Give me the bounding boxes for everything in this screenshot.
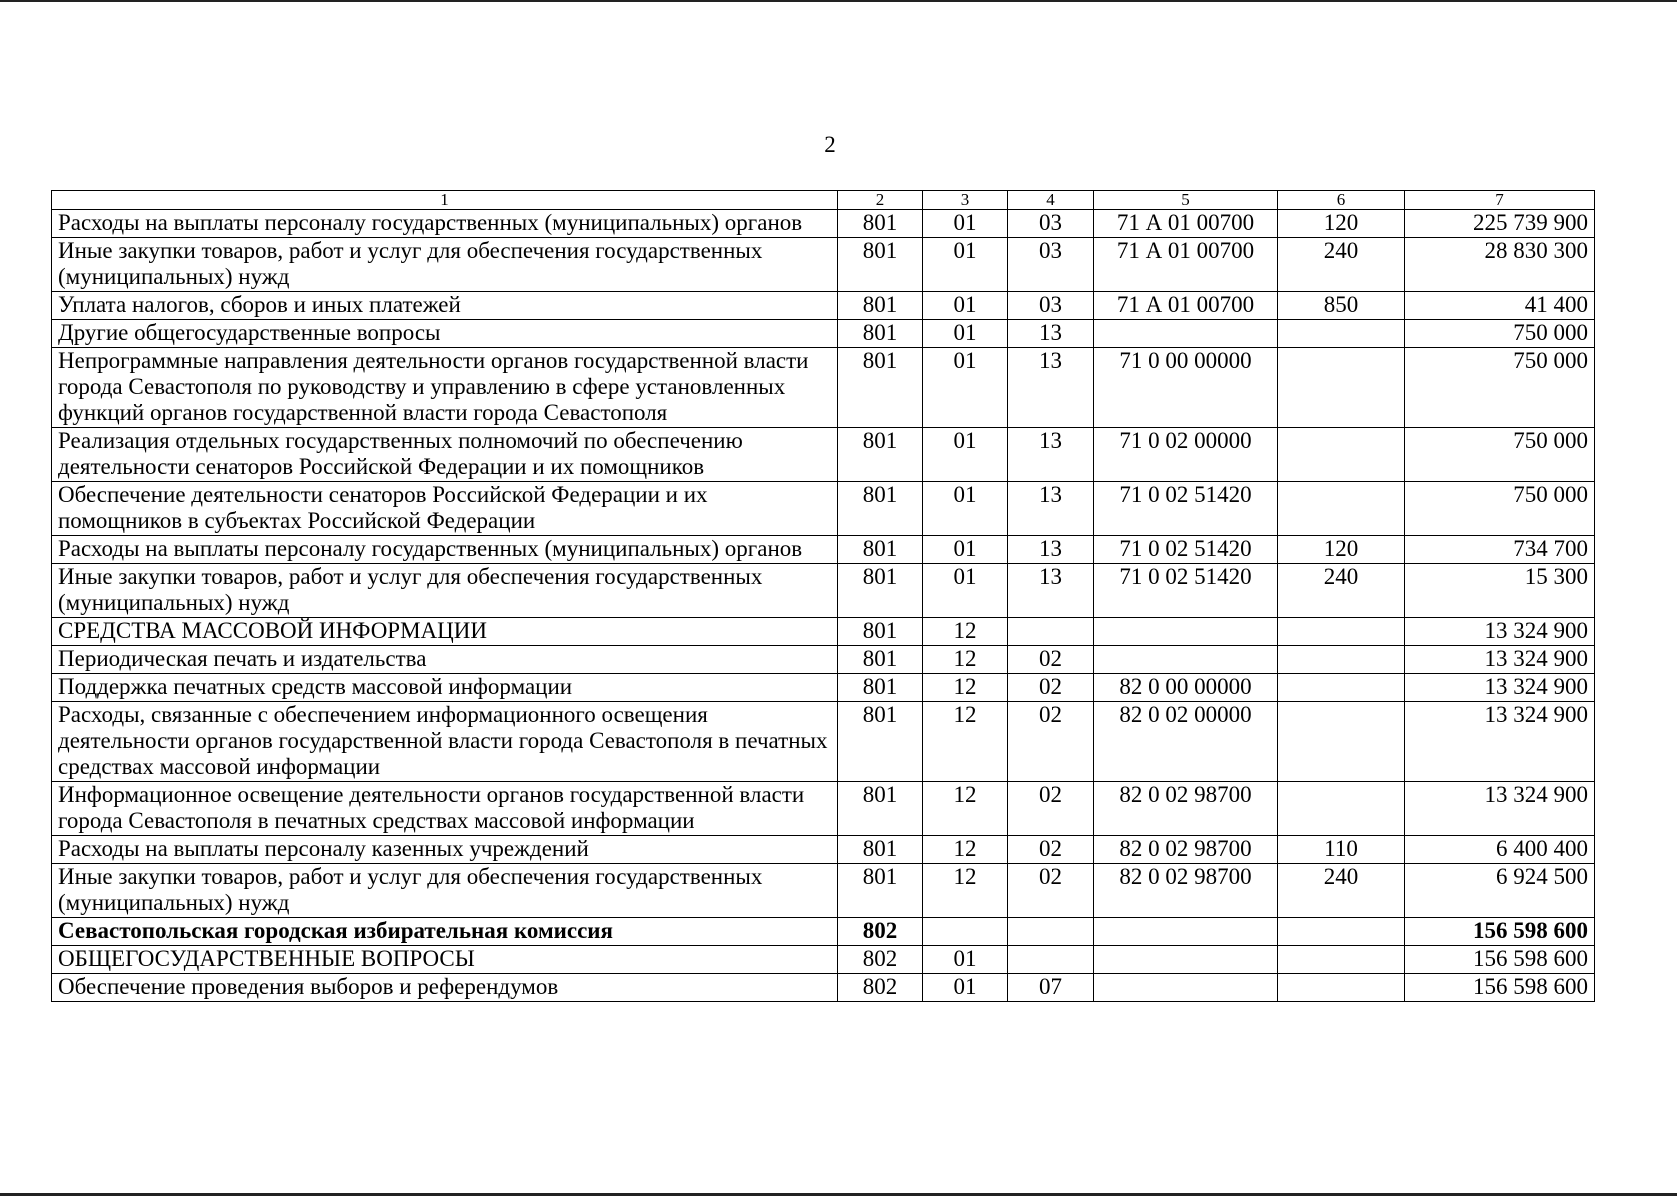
table-row: [52, 428, 1595, 482]
table-body: [52, 210, 1595, 1002]
row-section-code-cell: 01: [923, 428, 1008, 482]
header-col-6: 6: [1278, 191, 1405, 210]
row-subsection-code-cell: 07: [1008, 974, 1094, 1002]
row-amount-cell: 225 739 900: [1405, 210, 1595, 238]
row-section-code-cell: 12: [923, 646, 1008, 674]
row-expense-type-cell: 850: [1278, 292, 1405, 320]
row-target-article-cell: 82 0 02 98700: [1094, 836, 1278, 864]
row-name-cell: ОБЩЕГОСУДАРСТВЕННЫЕ ВОПРОСЫ: [52, 946, 838, 974]
page-number: 2: [824, 132, 836, 157]
row-section-code-cell: 01: [923, 536, 1008, 564]
row-target-article-cell: [1094, 974, 1278, 1002]
row-amount-cell: 28 830 300: [1405, 238, 1595, 292]
row-name-cell: Уплата налогов, сборов и иных платежей: [52, 292, 838, 320]
row-target-article-cell: 71 0 02 00000: [1094, 428, 1278, 482]
row-name-cell: Расходы на выплаты персоналу государственных (муниципальных) органов: [52, 210, 838, 238]
row-section-code-cell: 12: [923, 864, 1008, 918]
row-amount-cell: 156 598 600: [1405, 974, 1595, 1002]
bottom-border-line: [0, 1193, 1677, 1196]
row-expense-type-cell: 120: [1278, 210, 1405, 238]
row-department-code-cell: 802: [838, 918, 923, 946]
table-row: [52, 348, 1595, 428]
row-amount-cell: 13 324 900: [1405, 674, 1595, 702]
row-name-cell: СРЕДСТВА МАССОВОЙ ИНФОРМАЦИИ: [52, 618, 838, 646]
row-department-code-cell: 801: [838, 782, 923, 836]
row-expense-type-cell: [1278, 702, 1405, 782]
row-expense-type-cell: 240: [1278, 238, 1405, 292]
row-target-article-cell: 82 0 00 00000: [1094, 674, 1278, 702]
row-target-article-cell: 71 0 02 51420: [1094, 536, 1278, 564]
row-target-article-cell: 71 0 02 51420: [1094, 564, 1278, 618]
row-department-code-cell: 801: [838, 320, 923, 348]
row-expense-type-cell: 110: [1278, 836, 1405, 864]
row-expense-type-cell: [1278, 482, 1405, 536]
row-target-article-cell: [1094, 618, 1278, 646]
row-target-article-cell: [1094, 946, 1278, 974]
row-expense-type-cell: [1278, 348, 1405, 428]
table-row: [52, 674, 1595, 702]
row-target-article-cell: 71 0 00 00000: [1094, 348, 1278, 428]
table-row: [52, 292, 1595, 320]
table-row: [52, 618, 1595, 646]
table-row: [52, 946, 1595, 974]
row-amount-cell: 734 700: [1405, 536, 1595, 564]
row-name-cell: Обеспечение проведения выборов и референдумов: [52, 974, 838, 1002]
row-subsection-code-cell: [1008, 618, 1094, 646]
row-amount-cell: 13 324 900: [1405, 702, 1595, 782]
row-subsection-code-cell: 02: [1008, 836, 1094, 864]
row-section-code-cell: 01: [923, 564, 1008, 618]
row-name-cell: Севастопольская городская избирательная комиссия: [52, 918, 838, 946]
table-row: [52, 482, 1595, 536]
row-name-cell: Иные закупки товаров, работ и услуг для обеспечения государственных (муниципальных) нужд: [52, 564, 838, 618]
row-name-cell: Другие общегосударственные вопросы: [52, 320, 838, 348]
row-target-article-cell: [1094, 918, 1278, 946]
row-subsection-code-cell: 13: [1008, 348, 1094, 428]
row-amount-cell: 6 924 500: [1405, 864, 1595, 918]
row-target-article-cell: [1094, 320, 1278, 348]
row-subsection-code-cell: 03: [1008, 210, 1094, 238]
table-row: [52, 864, 1595, 918]
table-row: [52, 646, 1595, 674]
table-row: [52, 536, 1595, 564]
header-col-3: 3: [923, 191, 1008, 210]
row-subsection-code-cell: 02: [1008, 674, 1094, 702]
header-col-1: 1: [52, 191, 838, 210]
table-row: [52, 974, 1595, 1002]
row-amount-cell: 156 598 600: [1405, 946, 1595, 974]
row-target-article-cell: [1094, 646, 1278, 674]
row-subsection-code-cell: 13: [1008, 564, 1094, 618]
row-subsection-code-cell: 02: [1008, 702, 1094, 782]
row-target-article-cell: 82 0 02 98700: [1094, 864, 1278, 918]
row-section-code-cell: 12: [923, 618, 1008, 646]
row-subsection-code-cell: 13: [1008, 482, 1094, 536]
row-subsection-code-cell: 02: [1008, 646, 1094, 674]
row-name-cell: Информационное освещение деятельности органов государственной власти города Севастополя в печатных средствах массовой информации: [52, 782, 838, 836]
row-amount-cell: 156 598 600: [1405, 918, 1595, 946]
row-expense-type-cell: 240: [1278, 564, 1405, 618]
row-department-code-cell: 801: [838, 864, 923, 918]
row-target-article-cell: 82 0 02 98700: [1094, 782, 1278, 836]
row-name-cell: Реализация отдельных государственных полномочий по обеспечению деятельности сенаторов Российской Федерации и их помощников: [52, 428, 838, 482]
row-department-code-cell: 801: [838, 482, 923, 536]
row-amount-cell: 15 300: [1405, 564, 1595, 618]
row-subsection-code-cell: 13: [1008, 536, 1094, 564]
row-subsection-code-cell: [1008, 918, 1094, 946]
row-target-article-cell: 82 0 02 00000: [1094, 702, 1278, 782]
row-department-code-cell: 801: [838, 646, 923, 674]
row-amount-cell: 750 000: [1405, 428, 1595, 482]
table-row: [52, 320, 1595, 348]
row-department-code-cell: 801: [838, 292, 923, 320]
table-header-row: [52, 191, 1595, 210]
table-row: [52, 836, 1595, 864]
row-department-code-cell: 801: [838, 238, 923, 292]
table-row: [52, 210, 1595, 238]
row-target-article-cell: 71 А 01 00700: [1094, 238, 1278, 292]
row-expense-type-cell: [1278, 782, 1405, 836]
row-department-code-cell: 801: [838, 836, 923, 864]
row-expense-type-cell: 240: [1278, 864, 1405, 918]
table-row: [52, 918, 1595, 946]
row-subsection-code-cell: 03: [1008, 238, 1094, 292]
row-name-cell: Расходы на выплаты персоналу государственных (муниципальных) органов: [52, 536, 838, 564]
row-section-code-cell: 01: [923, 348, 1008, 428]
row-subsection-code-cell: 13: [1008, 320, 1094, 348]
row-section-code-cell: 12: [923, 836, 1008, 864]
row-name-cell: Поддержка печатных средств массовой информации: [52, 674, 838, 702]
row-department-code-cell: 801: [838, 210, 923, 238]
row-name-cell: Периодическая печать и издательства: [52, 646, 838, 674]
row-section-code-cell: 01: [923, 238, 1008, 292]
row-expense-type-cell: [1278, 674, 1405, 702]
row-name-cell: Расходы, связанные с обеспечением информационного освещения деятельности органов государственной власти города Севастополя в печатных средствах массовой информации: [52, 702, 838, 782]
row-amount-cell: 13 324 900: [1405, 646, 1595, 674]
row-department-code-cell: 801: [838, 618, 923, 646]
row-department-code-cell: 801: [838, 348, 923, 428]
row-amount-cell: 750 000: [1405, 348, 1595, 428]
row-section-code-cell: 01: [923, 320, 1008, 348]
row-department-code-cell: 801: [838, 428, 923, 482]
row-expense-type-cell: 120: [1278, 536, 1405, 564]
row-expense-type-cell: [1278, 320, 1405, 348]
row-department-code-cell: 802: [838, 946, 923, 974]
row-amount-cell: 750 000: [1405, 482, 1595, 536]
table-row: [52, 782, 1595, 836]
row-expense-type-cell: [1278, 946, 1405, 974]
row-target-article-cell: 71 А 01 00700: [1094, 210, 1278, 238]
row-section-code-cell: 01: [923, 292, 1008, 320]
row-expense-type-cell: [1278, 918, 1405, 946]
row-amount-cell: 41 400: [1405, 292, 1595, 320]
row-section-code-cell: 12: [923, 782, 1008, 836]
row-subsection-code-cell: 03: [1008, 292, 1094, 320]
row-department-code-cell: 801: [838, 702, 923, 782]
row-amount-cell: 13 324 900: [1405, 782, 1595, 836]
table-row: [52, 238, 1595, 292]
row-amount-cell: 750 000: [1405, 320, 1595, 348]
row-expense-type-cell: [1278, 428, 1405, 482]
header-col-7: 7: [1405, 191, 1595, 210]
row-expense-type-cell: [1278, 618, 1405, 646]
header-col-4: 4: [1008, 191, 1094, 210]
row-section-code-cell: [923, 918, 1008, 946]
row-subsection-code-cell: 13: [1008, 428, 1094, 482]
row-amount-cell: 6 400 400: [1405, 836, 1595, 864]
row-name-cell: Иные закупки товаров, работ и услуг для обеспечения государственных (муниципальных) нужд: [52, 864, 838, 918]
row-department-code-cell: 801: [838, 536, 923, 564]
row-section-code-cell: 01: [923, 946, 1008, 974]
row-expense-type-cell: [1278, 974, 1405, 1002]
row-department-code-cell: 801: [838, 674, 923, 702]
row-amount-cell: 13 324 900: [1405, 618, 1595, 646]
table-row: [52, 702, 1595, 782]
row-name-cell: Иные закупки товаров, работ и услуг для обеспечения государственных (муниципальных) нужд: [52, 238, 838, 292]
row-department-code-cell: 801: [838, 564, 923, 618]
row-expense-type-cell: [1278, 646, 1405, 674]
row-name-cell: Обеспечение деятельности сенаторов Российской Федерации и их помощников в субъектах Российской Федерации: [52, 482, 838, 536]
row-name-cell: Непрограммные направления деятельности органов государственной власти города Севастополя по руководству и управлению в сфере установленных функций органов государственной власти города Севастополя: [52, 348, 838, 428]
header-col-5: 5: [1094, 191, 1278, 210]
budget-table: [51, 190, 1595, 1002]
row-target-article-cell: 71 0 02 51420: [1094, 482, 1278, 536]
row-section-code-cell: 12: [923, 674, 1008, 702]
row-subsection-code-cell: [1008, 946, 1094, 974]
row-section-code-cell: 12: [923, 702, 1008, 782]
header-col-2: 2: [838, 191, 923, 210]
row-target-article-cell: 71 А 01 00700: [1094, 292, 1278, 320]
table-row: [52, 564, 1595, 618]
row-section-code-cell: 01: [923, 210, 1008, 238]
row-subsection-code-cell: 02: [1008, 782, 1094, 836]
row-name-cell: Расходы на выплаты персоналу казенных учреждений: [52, 836, 838, 864]
row-subsection-code-cell: 02: [1008, 864, 1094, 918]
row-department-code-cell: 802: [838, 974, 923, 1002]
row-section-code-cell: 01: [923, 974, 1008, 1002]
top-border-line: [0, 0, 1677, 2]
row-section-code-cell: 01: [923, 482, 1008, 536]
